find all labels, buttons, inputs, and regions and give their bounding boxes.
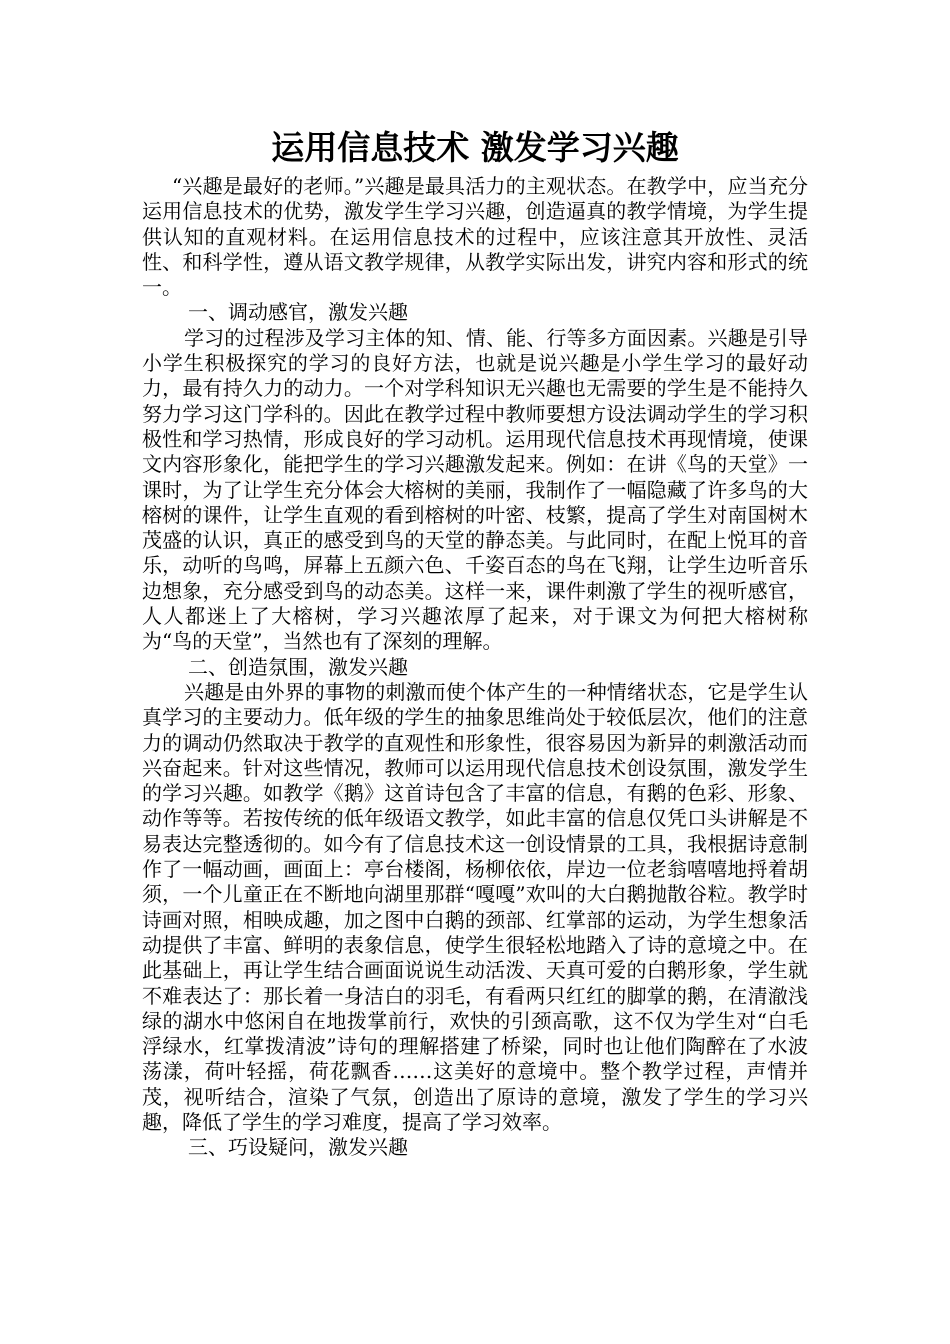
section-heading-2: 二、创造氛围，激发兴趣 (188, 654, 408, 679)
section-heading-1: 一、调动感官，激发兴趣 (188, 300, 408, 325)
section-heading-3: 三、巧设疑问，激发兴趣 (188, 1135, 408, 1160)
page-title: 运用信息技术 激发学习兴趣 (271, 128, 679, 167)
document-body (142, 174, 808, 1161)
intro-paragraph: “兴趣是最好的老师。”兴趣是最具活力的主观状态。在教学中，应当充分运用信息技术的优势，激发学生学习兴趣，创造逼真的教学情境，为学生提供认知的直观材料。在运用信息技术的过程中，应该注意其开放性、灵活性、和科学性，遵从语文教学规律，从教学实际出发，讲究内容和形式的统一。 (142, 174, 808, 300)
section-2-paragraph: 兴趣是由外界的事物的刺激而使个体产生的一种情绪状态，它是学生认真学习的主要动力。低年级的学生的抽象思维尚处于较低层次，他们的注意力的调动仍然取决于教学的直观性和形象性，很容易因为新异的刺激活动而兴奋起来。针对这些情况，教师可以运用现代信息技术创设氛围，激发学生的学习兴趣。如教学《鹅》这首诗包含了丰富的信息，有鹅的色彩、形象、动作等等。若按传统的低年级语文教学，如此丰富的信息仅凭口头讲解是不易表达完整透彻的。如今有了信息技术这一创设情景的工具，我根据诗意制作了一幅动画，画面上：亭台楼阁，杨柳依依，岸边一位老翁嘻嘻地捋着胡须，一个儿童正在不断地向湖里那群“嘎嘎”欢叫的大白鹅抛散谷粒。教学时诗画对照，相映成趣，加之图中白鹅的颈部、红掌部的运动，为学生想象活动提供了丰富、鲜明的表象信息，使学生很轻松地踏入了诗的意境之中。在此基础上，再让学生结合画面说说生动活泼、天真可爱的白鹅形象，学生就不难表达了：那长着一身洁白的羽毛，有看两只红红的脚掌的鹅，在清澈浅绿的湖水中悠闲自在地拨掌前行，欢快的引颈高歌，这不仅为学生对“白毛浮绿水，红掌拨清波”诗句的理解搭建了桥梁，同时也让他们陶醉在了水波荡漾，荷叶轻摇，荷花飘香……这美好的意境中。整个教学过程，声情并茂，视听结合，渲染了气氛，创造出了原诗的意境，激发了学生的学习兴趣，降低了学生的学习难度，提高了学习效率。 (142, 679, 808, 1134)
section-1-paragraph: 学习的过程涉及学习主体的知、情、能、行等多方面因素。兴趣是引导小学生积极探究的学习的良好方法，也就是说兴趣是小学生学习的最好动力，最有持久力的动力。一个对学科知识无兴趣也无需要的学生是不能持久努力学习这门学科的。因此在教学过程中教师要想方设法调动学生的学习积极性和学习热情，形成良好的学习动机。运用现代信息技术再现情境，使课文内容形象化，能把学生的学习兴趣激发起来。例如：在讲《鸟的天堂》一课时，为了让学生充分体会大榕树的美丽，我制作了一幅隐藏了许多鸟的大榕树的课件，让学生直观的看到榕树的叶密、枝繁，提高了学生对南国树木茂盛的认识，真正的感受到鸟的天堂的静态美。与此同时，在配上悦耳的音乐，动听的鸟鸣，屏幕上五颜六色、千姿百态的鸟在飞翔，让学生边听音乐边想象，充分感受到鸟的动态美。这样一来，课件刺激了学生的视听感官，人人都迷上了大榕树，学习兴趣浓厚了起来，对于课文为何把大榕树称为“鸟的天堂”，当然也有了深刻的理解。 (142, 325, 808, 654)
